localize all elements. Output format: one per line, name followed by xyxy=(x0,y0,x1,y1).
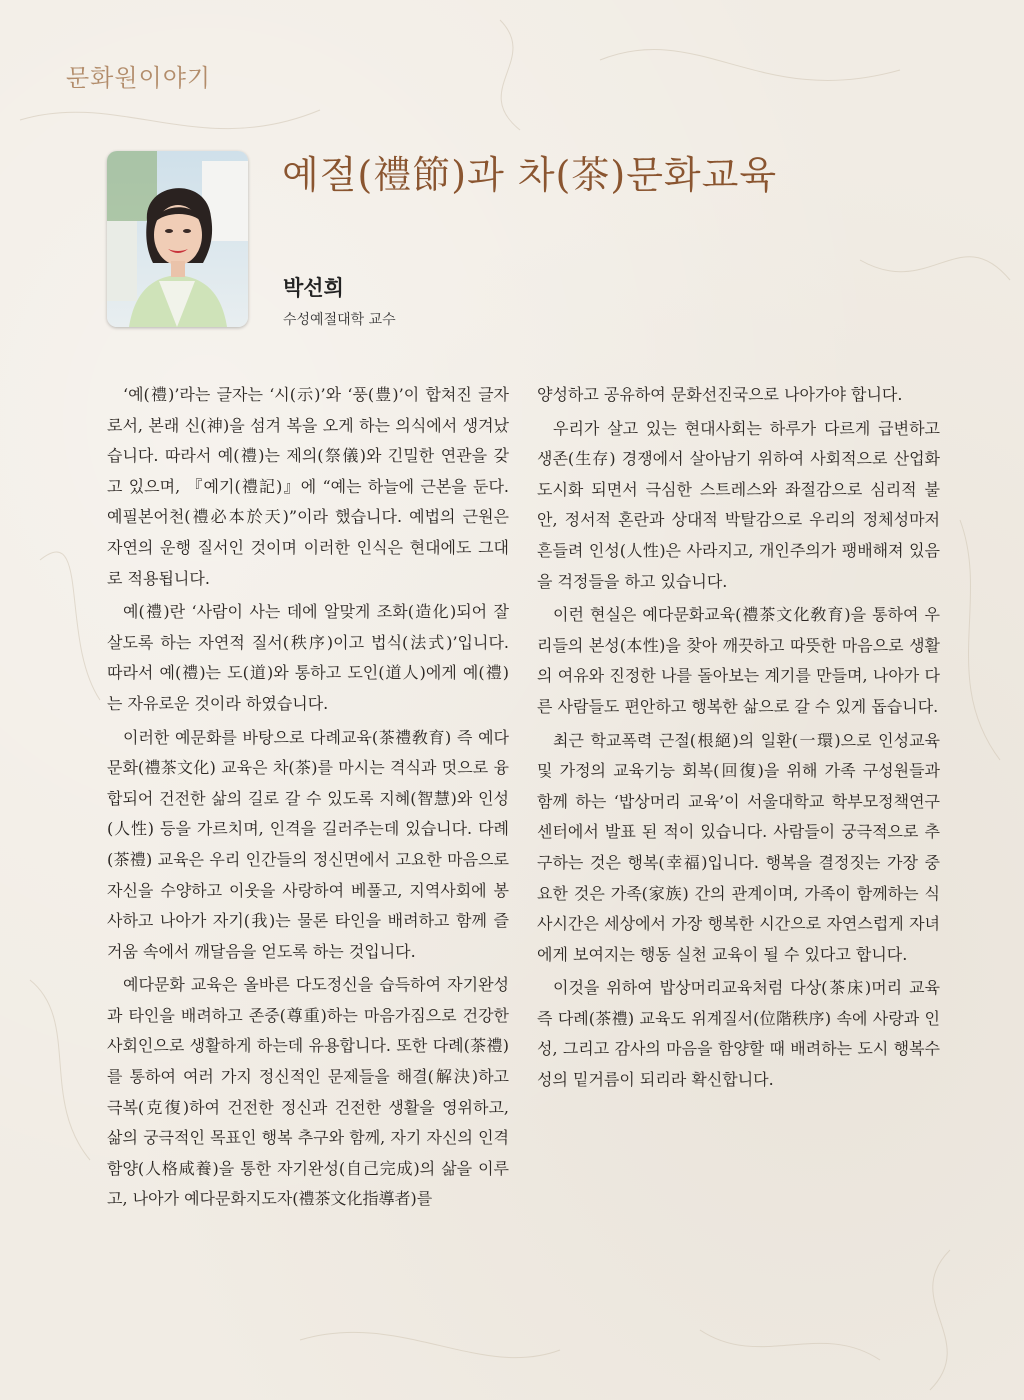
body-column-left xyxy=(107,380,509,1218)
paragraph: 우리가 살고 있는 현대사회는 하루가 다르게 급변하고 생존(生存) 경쟁에서 살아남기 위하여 사회적으로 산업화 도시화 되면서 극심한 스트레스와 좌절감으로 심리적 불안, 정서적 혼란과 상대적 박탈감으로 우리의 정체성마저 흔들려 인성(人性)은 사라지고, 개인주의가 팽배해져 있음을 걱정들을 하고 있습니다. xyxy=(537,418,940,591)
paragraph: 예(禮)란 ‘사람이 사는 데에 알맞게 조화(造化)되어 잘 살도록 하는 자연적 질서(秩序)이고 법식(法式)’입니다. 따라서 예(禮)는 도(道)와 통하고 도인(道人)에게 예(禮)는 자유로운 것이라 하였습니다. xyxy=(107,602,509,713)
portrait-image xyxy=(107,151,248,327)
body-column-right xyxy=(537,380,940,1099)
paragraph: ‘예(禮)’라는 글자는 ‘시(示)’와 ‘풍(豊)’이 합쳐진 글자로서, 본래 신(神)을 섬겨 복을 오게 하는 의식에서 생겨났습니다. 따라서 예(禮)는 제의(祭儀)와 긴밀한 연관을 갖고 있으며, 『예기(禮記)』에 “예는 하늘에 근본을 둔다. 예필본어천(禮必本於天)”이라 했습니다. 예법의 근원은 자연의 운행 질서인 것이며 이러한 인식은 현대에도 그대로 적용됩니다. xyxy=(107,385,509,588)
article-title: 예절(禮節)과 차(茶)문화교육 xyxy=(282,153,778,197)
paragraph: 예다문화 교육은 올바른 다도정신을 습득하여 자기완성과 타인을 배려하고 존중(尊重)하는 마음가짐으로 건강한 사회인으로 생활하게 하는데 유용합니다. 또한 다례(茶禮)를 통하여 여러 가지 정신적인 문제들을 해결(解決)하고 극복(克復)하여 건전한 정신과 건전한 생활을 영위하고, 삶의 궁극적인 목표인 행복 추구와 함께, 자기 자신의 인격함양(人格咸養)을 통한 자기완성(自己完成)의 삶을 이루고, 나아가 예다문화지도자(禮茶文化指導者)를 xyxy=(107,975,509,1209)
paragraph: 이런 현실은 예다문화교육(禮茶文化敎育)을 통하여 우리들의 본성(本性)을 찾아 깨끗하고 따뜻한 마음으로 생활의 여유와 진정한 나를 돌아보는 계기를 만들며, 나아가 다른 사람들도 편안하고 행복한 삶으로 갈 수 있게 돕습니다. xyxy=(537,605,940,716)
paragraph: 이러한 예문화를 바탕으로 다례교육(茶禮敎育) 즉 예다문화(禮茶文化) 교육은 차(茶)를 마시는 격식과 멋으로 융합되어 건전한 삶의 길로 갈 수 있도록 지혜(智慧)와 인성(人性) 등을 가르치며, 인격을 길러주는데 있습니다. 다례(茶禮) 교육은 우리 인간들의 정신면에서 고요한 마음으로 자신을 수양하고 이웃을 사랑하여 베풀고, 지역사회에 봉사하고 나아가 자기(我)는 물론 타인을 배려하고 함께 즐거움 속에서 깨달음을 얻도록 하는 것입니다. xyxy=(107,727,509,961)
author-portrait xyxy=(107,151,248,327)
paragraph: 최근 학교폭력 근절(根絕)의 일환(一環)으로 인성교육 및 가정의 교육기능 회복(回復)을 위해 가족 구성원들과 함께 하는 ‘밥상머리 교육’이 서울대학교 학부모정책연구센터에서 발표 된 적이 있습니다. 사람들이 궁극적으로 추구하는 것은 행복(幸福)입니다. 행복을 결정짓는 가장 중요한 것은 가족(家族) 간의 관계이며, 가족이 함께하는 식사시간은 세상에서 가장 행복한 시간으로 자연스럽게 자녀에게 보여지는 행동 실천 교육이 될 수 있다고 합니다. xyxy=(537,730,940,964)
author-name: 박선희 xyxy=(283,276,344,300)
section-label: 문화원이야기 xyxy=(66,64,212,92)
author-position: 수성예절대학 교수 xyxy=(283,312,396,328)
paragraph-continued: 양성하고 공유하여 문화선진국으로 나아가야 합니다. xyxy=(537,385,903,404)
paragraph: 이것을 위하여 밥상머리교육처럼 다상(茶床)머리 교육 즉 다례(茶禮) 교육도 위계질서(位階秩序) 속에 사랑과 인성, 그리고 감사의 마음을 함양할 때 배려하는 도시 행복수성의 밑거름이 되리라 확신합니다. xyxy=(537,978,940,1090)
